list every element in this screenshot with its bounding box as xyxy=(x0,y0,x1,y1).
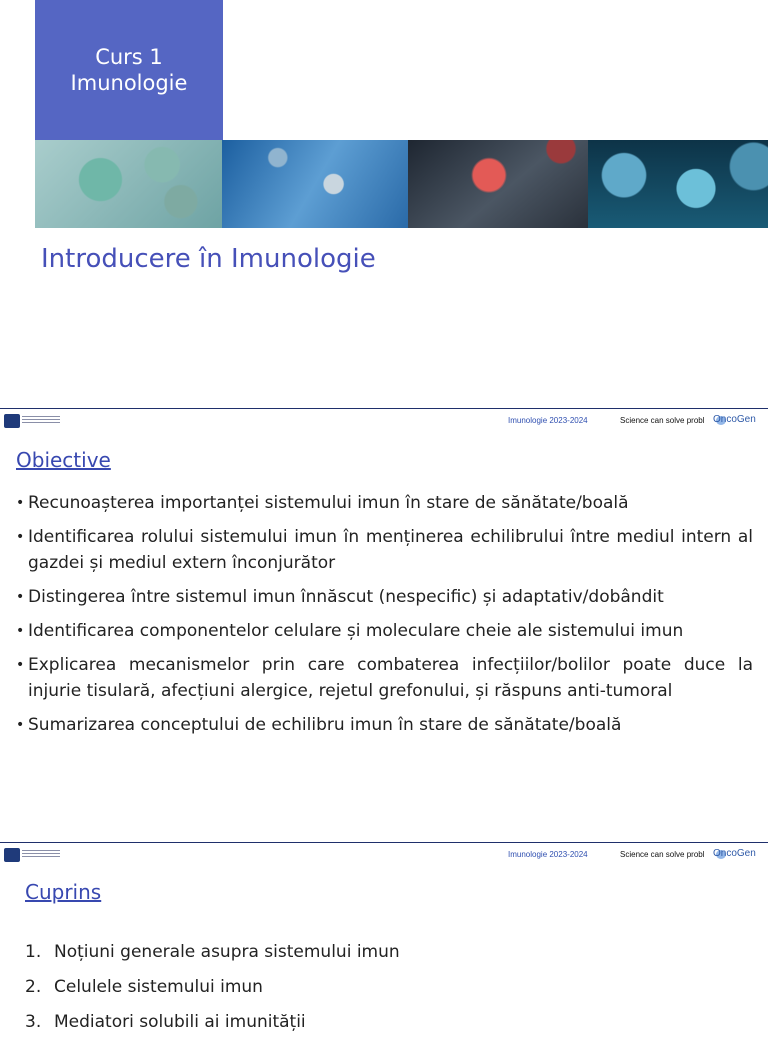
university-logo-icon xyxy=(4,848,20,862)
objectives-list xyxy=(16,490,753,746)
course-label: Imunologie 2023-2024 xyxy=(508,416,588,425)
presentation-title: Introducere în Imunologie xyxy=(41,244,376,274)
cells-cluster-image xyxy=(588,140,768,228)
contents-heading: Cuprins xyxy=(25,880,102,904)
list-item xyxy=(25,974,400,1000)
title-slide xyxy=(0,0,768,400)
list-item: • Identificarea componentelor celulare și moleculare cheie ale sistemului imun xyxy=(16,618,753,644)
item-number: 3. xyxy=(25,1012,42,1032)
tagline: Science can solve probl xyxy=(620,850,705,859)
virus-image xyxy=(35,140,222,228)
item-label: Celulele sistemului imun xyxy=(54,977,263,997)
university-logo-text xyxy=(22,416,60,425)
list-item xyxy=(25,1009,400,1035)
objectives-slide xyxy=(0,408,768,832)
course-label: Imunologie 2023-2024 xyxy=(508,850,588,859)
list-item: • Explicarea mecanismelor prin care combaterea infecțiilor/bolilor poate duce la injurie tisulară, afecțiuni alergice, rejetul grefonului, și răspuns anti-tumoral xyxy=(16,652,753,704)
slide-header xyxy=(0,842,768,866)
list-item: • Identificarea rolului sistemului imun în menținerea echilibrului între mediul intern al gazdei și mediul extern înconjurător xyxy=(16,524,753,576)
cell-image xyxy=(408,140,588,228)
university-logo-icon xyxy=(4,414,20,428)
list-item: • Distingerea între sistemul imun înnăscut (nespecific) și adaptativ/dobândit xyxy=(16,584,753,610)
list-item: • Recunoașterea importanței sistemului imun în stare de sănătate/boală xyxy=(16,490,753,516)
item-number: 2. xyxy=(25,977,42,997)
list-item xyxy=(25,939,400,965)
header-divider xyxy=(0,842,768,843)
item-label: Mediatori solubili ai imunității xyxy=(54,1012,306,1032)
university-logo-text xyxy=(22,850,60,859)
oncogen-brand: OncoGen xyxy=(713,848,756,859)
contents-slide xyxy=(0,842,768,1032)
slide-header xyxy=(0,408,768,432)
header-divider xyxy=(0,408,768,409)
tagline: Science can solve probl xyxy=(620,416,705,425)
course-title-box xyxy=(35,0,223,140)
antibody-image xyxy=(222,140,408,228)
item-number: 1. xyxy=(25,942,42,962)
contents-list xyxy=(25,939,400,1044)
course-subject: Imunologie xyxy=(70,71,188,95)
objectives-heading: Obiective xyxy=(16,448,111,472)
oncogen-brand: OncoGen xyxy=(713,414,756,425)
list-item: • Sumarizarea conceptului de echilibru imun în stare de sănătate/boală xyxy=(16,712,753,738)
image-strip xyxy=(35,140,768,228)
course-number: Curs 1 xyxy=(95,45,163,69)
item-label: Noțiuni generale asupra sistemului imun xyxy=(54,942,400,962)
